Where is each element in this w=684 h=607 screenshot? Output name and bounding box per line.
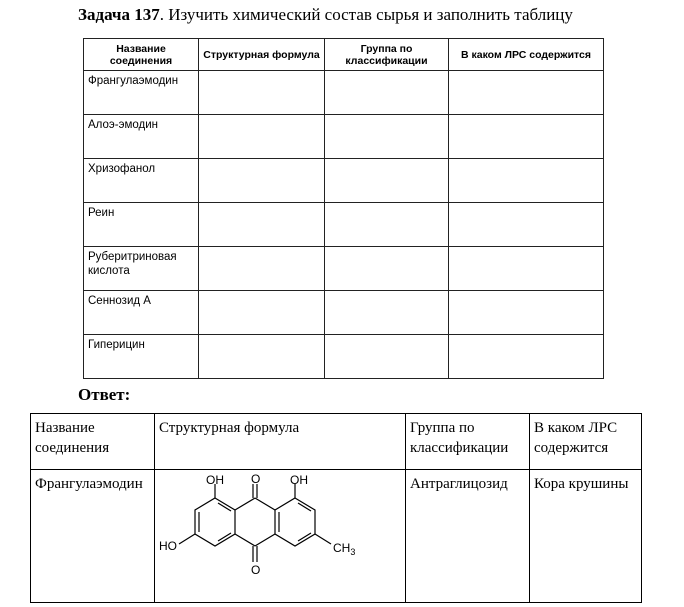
empty-cell[interactable]: [449, 291, 604, 335]
table-row: [84, 247, 604, 291]
header-compound-name: Название соединения: [31, 414, 155, 470]
empty-cell[interactable]: [199, 115, 325, 159]
header-classification-group: Группа по классификации: [325, 39, 449, 71]
empty-cell[interactable]: [325, 247, 449, 291]
table-row: [84, 115, 604, 159]
compound-name: Алоэ-эмодин: [84, 115, 199, 159]
compound-name: Сеннозид А: [84, 291, 199, 335]
formula-label-oh-left: OH: [206, 474, 224, 487]
compound-name: Реин: [84, 203, 199, 247]
compound-name: Гиперицин: [84, 335, 199, 379]
formula-label-o-top: O: [251, 474, 261, 486]
table-row: [31, 470, 642, 603]
task-table-header-row: [84, 39, 604, 71]
header-classification-group: Группа по классификации: [406, 414, 530, 470]
empty-cell[interactable]: [449, 115, 604, 159]
formula-label-ch3-subscript: 3: [350, 547, 356, 557]
header-source-material: В каком ЛРС содержится: [449, 39, 604, 71]
empty-cell[interactable]: [325, 291, 449, 335]
answer-table: [30, 413, 642, 603]
formula-label-oh-right: OH: [290, 474, 308, 487]
task-table: [83, 38, 604, 379]
task-number: Задача 137: [78, 5, 160, 24]
compound-name: Франгулаэмодин: [84, 71, 199, 115]
formula-label-o-bottom: O: [251, 563, 261, 577]
empty-cell[interactable]: [325, 71, 449, 115]
formula-label-ch: CH: [333, 541, 351, 555]
answer-table-header-row: [31, 414, 642, 470]
empty-cell[interactable]: [199, 159, 325, 203]
emodin-structure-diagram: [159, 474, 399, 590]
empty-cell[interactable]: [449, 71, 604, 115]
table-row: [84, 71, 604, 115]
header-compound-name: Название соединения: [84, 39, 199, 71]
structural-formula-cell: [155, 470, 406, 603]
header-structural-formula: Структурная формула: [199, 39, 325, 71]
empty-cell[interactable]: [449, 203, 604, 247]
task-title: [78, 5, 573, 25]
answer-label: Ответ:: [78, 385, 131, 404]
empty-cell[interactable]: [325, 159, 449, 203]
classification-group: Антраглицозид: [406, 470, 530, 603]
empty-cell[interactable]: [199, 335, 325, 379]
header-structural-formula: Структурная формула: [155, 414, 406, 470]
compound-name: Хризофанол: [84, 159, 199, 203]
task-text: . Изучить химический состав сырья и заполнить таблицу: [159, 5, 573, 24]
empty-cell[interactable]: [325, 335, 449, 379]
empty-cell[interactable]: [449, 247, 604, 291]
empty-cell[interactable]: [449, 159, 604, 203]
table-row: [84, 335, 604, 379]
table-row: [84, 203, 604, 247]
empty-cell[interactable]: [199, 291, 325, 335]
empty-cell[interactable]: [325, 203, 449, 247]
empty-cell[interactable]: [199, 71, 325, 115]
empty-cell[interactable]: [199, 203, 325, 247]
table-row: [84, 159, 604, 203]
header-source-material: В каком ЛРС содержится: [530, 414, 642, 470]
source-material: Кора крушины: [530, 470, 642, 603]
empty-cell[interactable]: [199, 247, 325, 291]
table-row: [84, 291, 604, 335]
compound-name: Руберитриновая кислота: [84, 247, 199, 291]
formula-label-ch3: [333, 541, 355, 557]
formula-label-ho: HO: [159, 539, 177, 553]
empty-cell[interactable]: [449, 335, 604, 379]
empty-cell[interactable]: [325, 115, 449, 159]
compound-name: Франгулаэмодин: [31, 470, 155, 603]
